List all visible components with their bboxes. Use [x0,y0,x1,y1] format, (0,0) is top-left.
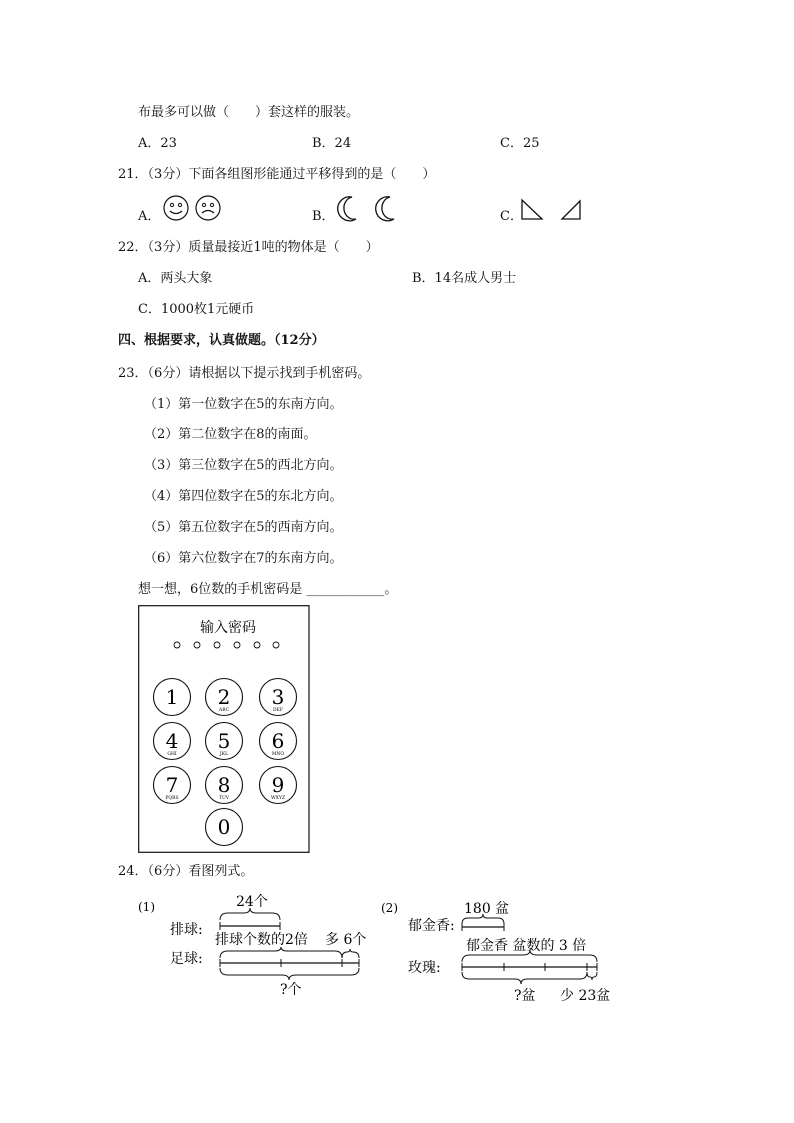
q22-option-c[interactable]: C．1000枚1元硬币 [138,302,255,317]
volleyball-value: 24个 [236,894,268,910]
svg-text:5: 5 [217,729,231,753]
diagram-1-number: (1) [138,900,155,914]
svg-text:ABC: ABC [218,708,230,713]
football-question: ?个 [280,982,302,998]
rose-relation: 郁金香 盆数的 3 倍 [466,938,587,954]
q22-option-a[interactable]: A．两头大象 [138,271,213,286]
football-label: 足球: [170,951,203,967]
svg-text:TUV: TUV [218,796,230,801]
q23-hint-2: （2）第二位数字在8的南面。 [144,427,317,442]
q23-hint-4: （4）第四位数字在5的东北方向。 [144,489,343,504]
diagram-2-number: (2) [381,901,398,915]
svg-text:1: 1 [165,685,179,709]
q23-question: 想一想，6位数的手机密码是 ____________。 [138,582,398,597]
svg-text:2: 2 [217,685,231,709]
svg-text:9: 9 [271,773,285,797]
rose-less: 少 23盆 [560,988,611,1004]
q21-option-c[interactable]: C． [500,209,523,224]
q21-option-a[interactable]: A． [138,209,161,224]
svg-text:0: 0 [217,815,231,839]
svg-text:DEF: DEF [272,708,284,713]
svg-text:WXYZ: WXYZ [271,796,285,801]
keypad-title: 输入密码 [200,620,256,636]
svg-text:3: 3 [271,685,285,709]
q20-option-b[interactable]: B．24 [312,136,352,151]
tulip-value: 180 盆 [464,901,510,917]
q20-option-a[interactable]: A．23 [138,136,177,151]
volleyball-label: 排球: [170,922,203,938]
svg-text:4: 4 [165,729,179,753]
svg-text:6: 6 [271,729,285,753]
q20-line: 布最多可以做（ ）套这样的服装。 [138,105,360,120]
svg-text:7: 7 [165,773,179,797]
section-4-title: 四、根据要求，认真做题。（12分） [118,333,325,348]
q22-option-b[interactable]: B．14名成人男士 [412,271,517,286]
football-relation: 排球个数的2倍 [215,932,308,948]
q23-stem: 23．（6分）请根据以下提示找到手机密码。 [118,366,371,381]
football-extra: 多 6个 [325,932,367,948]
smiley-faces-icon [162,194,224,222]
rose-question: ?盆 [514,988,536,1004]
crescent-moons-icon [334,194,400,224]
q23-hint-6: （6）第六位数字在7的东南方向。 [144,551,343,566]
q23-hint-5: （5）第五位数字在5的西南方向。 [144,520,343,535]
triangles-icon [520,198,586,222]
svg-text:MNO: MNO [271,752,285,757]
svg-text:GHI: GHI [167,752,177,757]
line-diagram-1 [130,888,375,1000]
q22-stem: 22．（3分）质量最接近1吨的物体是（ ） [118,240,379,255]
svg-text:8: 8 [217,773,231,797]
q23-hint-1: （1）第一位数字在5的东南方向。 [144,397,343,412]
phone-keypad-figure [138,605,310,855]
q21-option-b[interactable]: B． [312,209,335,224]
svg-text:PQRS: PQRS [165,796,179,801]
q20-option-c[interactable]: C．25 [500,136,540,151]
q24-stem: 24．（6分）看图列式。 [118,864,254,879]
tulip-label: 郁金香: [408,918,455,934]
q21-stem: 21．（3分）下面各组图形能通过平移得到的是（ ） [118,167,436,182]
line-diagram-2 [376,894,620,1012]
rose-label: 玫瑰: [408,960,441,976]
svg-text:JKL: JKL [219,752,229,757]
q23-hint-3: （3）第三位数字在5的西北方向。 [144,458,343,473]
